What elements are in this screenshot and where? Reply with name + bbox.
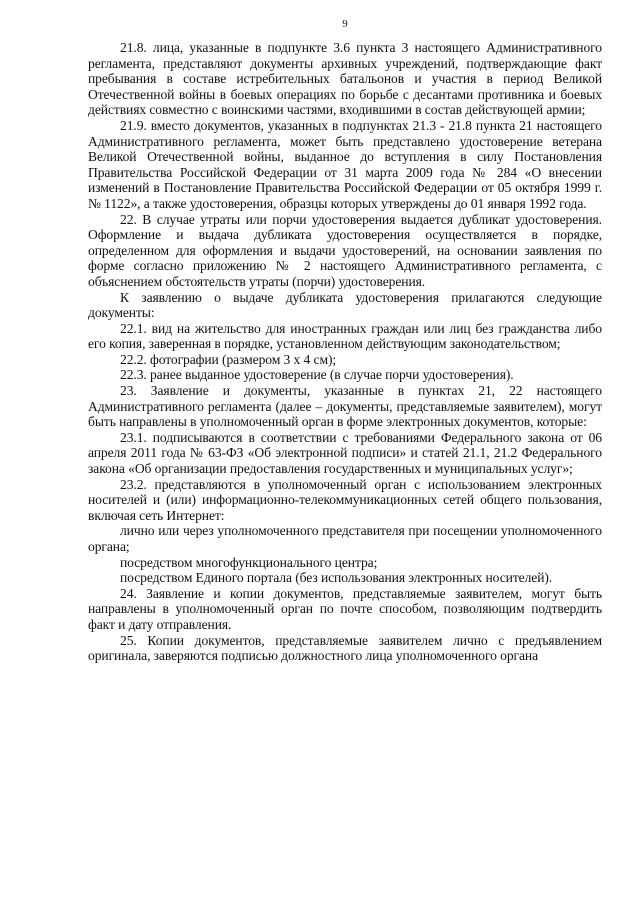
paragraph-23-2: 23.2. представляются в уполномоченный орган с использованием электронных носителей и (или) информационно-телекоммуникационных сетей общего пользования, включая сеть Интернет: — [88, 476, 602, 523]
paragraph-23: 23. Заявление и документы, указанные в пунктах 21, 22 настоящего Административного регламента (далее – документы, представляемые заявителем), могут быть направлены в уполномоченный орган в форме электронных документов, которые: — [88, 383, 602, 430]
paragraph-22-2: 22.2. фотографии (размером 3 х 4 см); — [120, 351, 337, 367]
paragraph-portal: посредством Единого портала (без использования электронных носителей). — [120, 570, 553, 586]
paragraph-22: 22. В случае утраты или порчи удостоверения выдается дубликат удостоверения. Оформление и выдача дубликата удостоверения осуществляется в порядке, определенном для оформления и выдачи удостоверений, на основании заявления по форме согласно приложению № 2 настоящего Административного регламента, с объяснением обстоятельств утраты (порчи) удостоверения. — [88, 211, 602, 289]
paragraph-mfc: посредством многофункционального центра; — [120, 554, 378, 570]
paragraph-24: 24. Заявление и копии документов, представляемые заявителем, могут быть направлены в уполномоченный орган по почте способом, позволяющим подтвердить факт и дату отправления. — [88, 585, 602, 632]
paragraph-21-9: 21.9. вместо документов, указанных в подпунктах 21.3 - 21.8 пункта 21 настоящего Административного регламента, может быть представлено удостоверение ветерана Великой Отечественной войны, выданное до вступления в силу Постановления Правительства Российской Федерации от 31 марта 2009 года № 284 «О внесении изменений в Постановление Правительства Российской Федерации от 05 октября 1999 г. № 1122», а также удостоверения, образцы которых утверждены до 01 января 1992 года. — [88, 117, 602, 211]
paragraph-attachments-intro: К заявлению о выдаче дубликата удостоверения прилагаются следующие документы: — [88, 289, 602, 321]
paragraph-22-1: 22.1. вид на жительство для иностранных граждан или лиц без гражданства либо его копия, заверенная в порядке, установленном действующим законодательством; — [88, 320, 602, 352]
paragraph-25: 25. Копии документов, представляемые заявителем лично с предъявлением оригинала, заверяются подписью должностного лица уполномоченного органа — [88, 632, 602, 664]
paragraph-23-1: 23.1. подписываются в соответствии с требованиями Федерального закона от 06 апреля 2011 года № 63-ФЗ «Об электронной подписи» и статей 21.1, 21.2 Федерального закона «Об организации предоставления государственных и муниципальных услуг»; — [88, 429, 602, 477]
paragraph-in-person: лично или через уполномоченного представителя при посещении уполномоченного органа; — [88, 523, 602, 554]
page-number: 9 — [342, 18, 348, 30]
paragraph-21-8: 21.8. лица, указанные в подпункте 3.6 пункта 3 настоящего Административного регламента, представляют документы архивных учреждений, подтверждающие факт пребывания в составе истребительных батальонов и участия в период Великой Отечественной войны в боевых операциях по борьбе с десантами противника и боевых действиях совместно с воинскими частями, входившими в состав действующей армии; — [88, 40, 602, 118]
paragraph-22-3: 22.3. ранее выданное удостоверение (в случае порчи удостоверения). — [120, 367, 514, 383]
